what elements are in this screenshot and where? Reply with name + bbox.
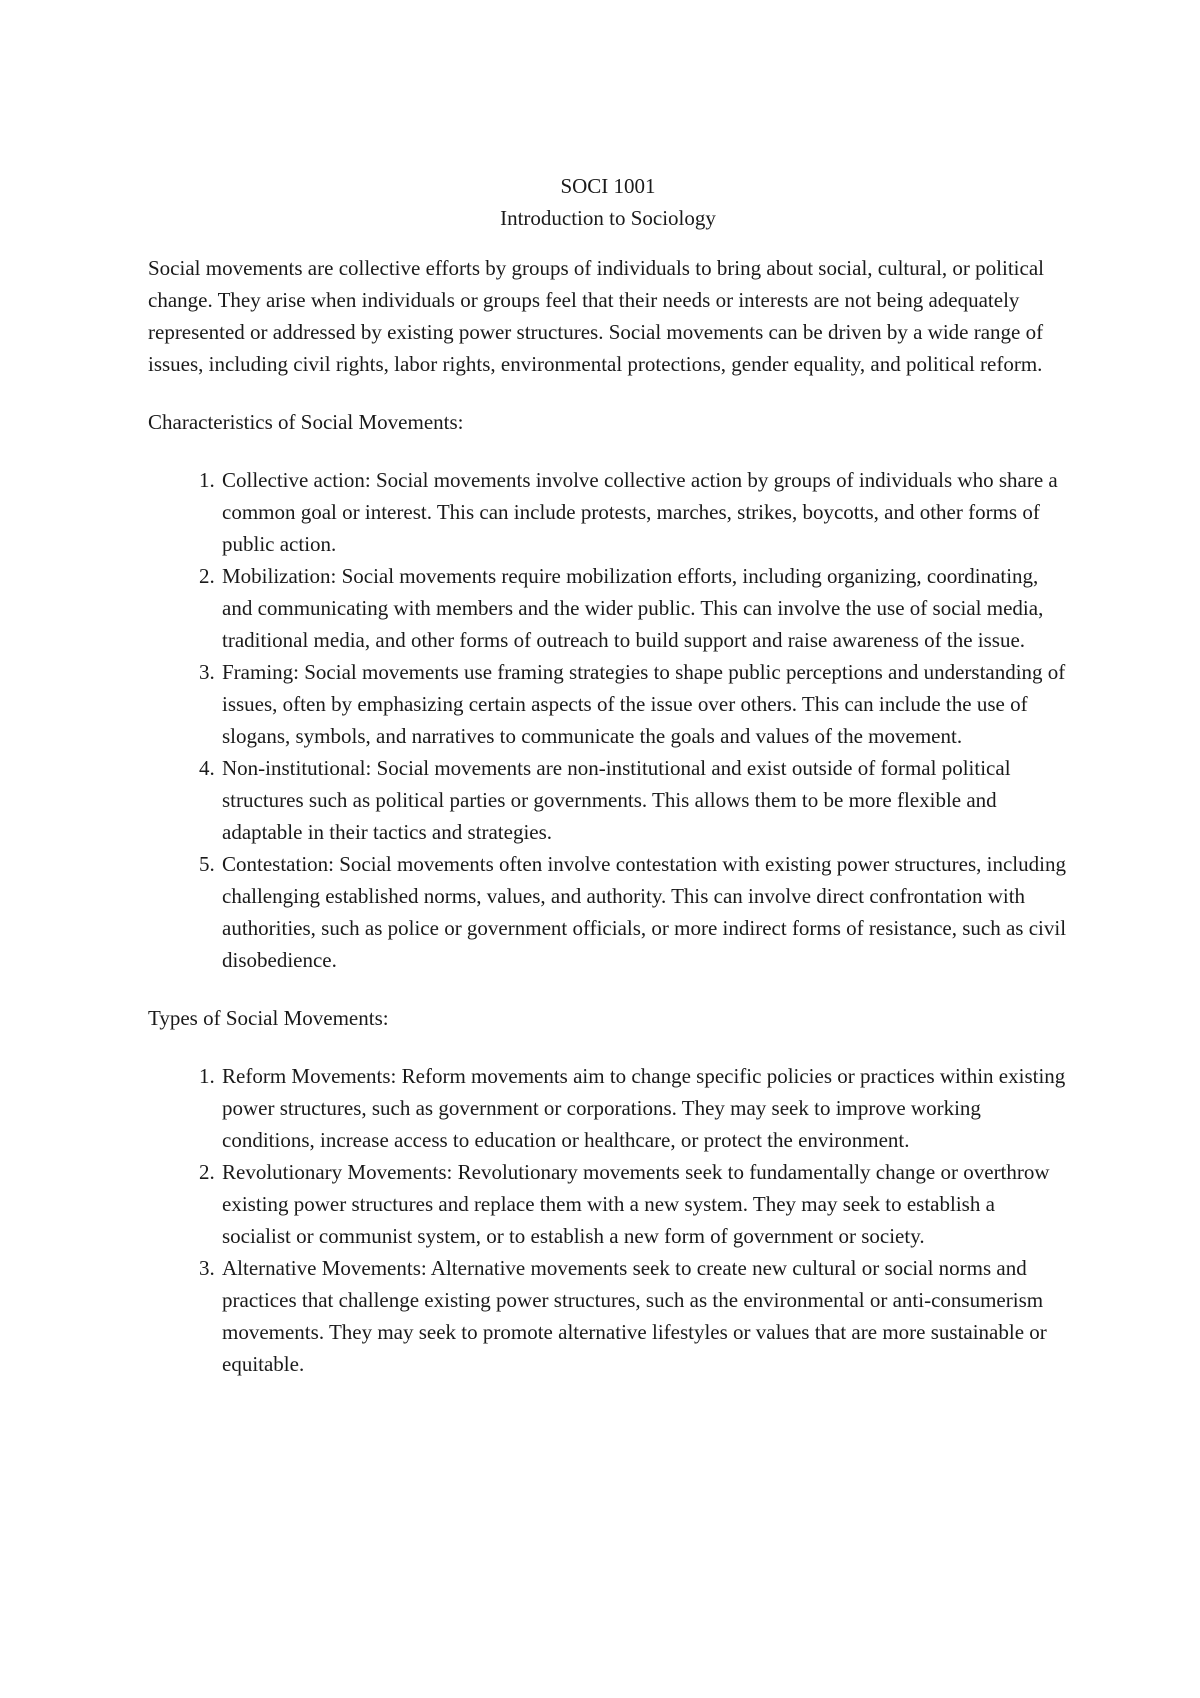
list-item: 1. Reform Movements: Reform movements aim to change specific policies or practices within existing power structures, such as government or corporations. They may seek to improve working conditions, increase access to education or healthcare, or protect the environment. [220, 1060, 1068, 1156]
list-item: 3. Framing: Social movements use framing strategies to shape public perceptions and understanding of issues, often by emphasizing certain aspects of the issue over others. This can include the use of slogans, symbols, and narratives to communicate the goals and values of the movement. [220, 656, 1068, 752]
list-item: 1. Collective action: Social movements involve collective action by groups of individuals who share a common goal or interest. This can include protests, marches, strikes, boycotts, and other forms of public action. [220, 464, 1068, 560]
list-item: 2. Mobilization: Social movements require mobilization efforts, including organizing, coordinating, and communicating with members and the wider public. This can involve the use of social media, traditional media, and other forms of outreach to build support and raise awareness of the issue. [220, 560, 1068, 656]
document-body [148, 170, 1068, 1406]
course-title: Introduction to Sociology [500, 206, 716, 230]
course-code: SOCI 1001 [560, 174, 656, 198]
characteristics-list [148, 464, 1068, 976]
list-item: 4. Non-institutional: Social movements are non-institutional and exist outside of formal political structures such as political parties or governments. This allows them to be more flexible and adaptable in their tactics and strategies. [220, 752, 1068, 848]
types-heading: Types of Social Movements: [148, 1006, 389, 1030]
types-list [148, 1060, 1068, 1380]
intro-paragraph: Social movements are collective efforts by groups of individuals to bring about social, cultural, or political change. They arise when individuals or groups feel that their needs or interests are not being adequately represented or addressed by existing power structures. Social movements can be driven by a wide range of issues, including civil rights, labor rights, environmental protections, gender equality, and political reform. [148, 256, 1044, 376]
document-header [148, 170, 1068, 234]
characteristics-heading: Characteristics of Social Movements: [148, 410, 464, 434]
list-item: 3. Alternative Movements: Alternative movements seek to create new cultural or social norms and practices that challenge existing power structures, such as the environmental or anti-consumerism movements. They may seek to promote alternative lifestyles or values that are more sustainable or equitable. [220, 1252, 1068, 1380]
list-item: 2. Revolutionary Movements: Revolutionary movements seek to fundamentally change or overthrow existing power structures and replace them with a new system. They may seek to establish a socialist or communist system, or to establish a new form of government or society. [220, 1156, 1068, 1252]
list-item: 5. Contestation: Social movements often involve contestation with existing power structures, including challenging established norms, values, and authority. This can involve direct confrontation with authorities, such as police or government officials, or more indirect forms of resistance, such as civil disobedience. [220, 848, 1068, 976]
